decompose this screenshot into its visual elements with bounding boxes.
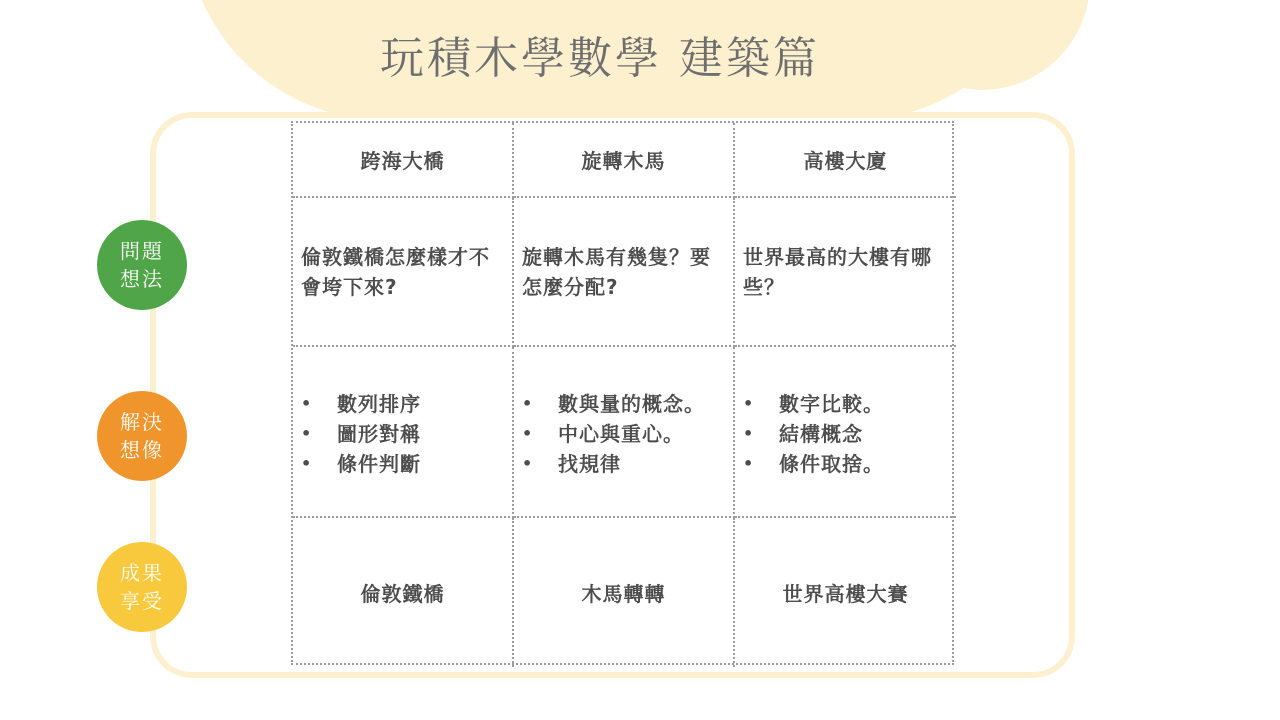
solution-text: 數字比較。	[779, 392, 884, 416]
solution-item	[735, 389, 956, 419]
marker-problem	[97, 220, 187, 310]
bullet-icon: •	[743, 394, 755, 413]
column-header	[293, 123, 514, 198]
bullet-icon: •	[301, 454, 313, 473]
solution-text: 數列排序	[337, 392, 421, 416]
solution-item	[514, 419, 733, 449]
solution-cell	[735, 347, 956, 518]
marker-result	[97, 542, 187, 632]
bullet-icon: •	[743, 454, 755, 473]
solution-cell	[514, 347, 735, 518]
solution-text: 條件取捨。	[779, 452, 884, 476]
solution-item	[293, 449, 512, 479]
result-text: 倫敦鐵橋	[360, 582, 445, 606]
solution-text: 中心與重心。	[558, 422, 684, 446]
marker-solve	[97, 391, 187, 481]
column-header	[514, 123, 735, 198]
solution-item	[293, 389, 512, 419]
marker-result-label: 成果 享受	[120, 561, 164, 613]
marker-solve-label: 解決 想像	[120, 410, 164, 462]
result-cell	[514, 518, 735, 667]
bullet-icon: •	[301, 394, 313, 413]
column-header-label: 高樓大廈	[803, 149, 888, 173]
column-header-label: 跨海大橋	[360, 149, 445, 173]
solution-text: 圖形對稱	[337, 422, 421, 446]
solution-text: 條件判斷	[337, 452, 421, 476]
result-cell	[293, 518, 514, 667]
solution-item	[514, 449, 733, 479]
bullet-icon: •	[522, 454, 534, 473]
bullet-icon: •	[301, 424, 313, 443]
solution-item	[293, 419, 512, 449]
bullet-icon: •	[522, 394, 534, 413]
column-header	[735, 123, 956, 198]
page-title: 玩積木學數學 建築篇	[380, 33, 820, 84]
solution-text: 結構概念	[779, 422, 863, 446]
solution-text: 找規律	[558, 452, 621, 476]
question-cell: 倫敦鐵橋怎麼樣才不會垮下來?	[293, 198, 514, 347]
lesson-table	[291, 121, 954, 665]
result-text: 木馬轉轉	[581, 582, 666, 606]
solution-item	[735, 419, 956, 449]
solution-text: 數與量的概念。	[558, 392, 705, 416]
solution-item	[514, 389, 733, 419]
question-cell: 世界最高的大樓有哪些？	[735, 198, 956, 347]
marker-problem-label: 問題 想法	[120, 239, 164, 291]
result-text: 世界高樓大賽	[782, 582, 909, 606]
result-cell	[735, 518, 956, 667]
solution-cell	[293, 347, 514, 518]
bullet-icon: •	[522, 424, 534, 443]
question-cell: 旋轉木馬有幾隻？要怎麼分配?	[514, 198, 735, 347]
bullet-icon: •	[743, 424, 755, 443]
solution-item	[735, 449, 956, 479]
column-header-label: 旋轉木馬	[581, 149, 666, 173]
